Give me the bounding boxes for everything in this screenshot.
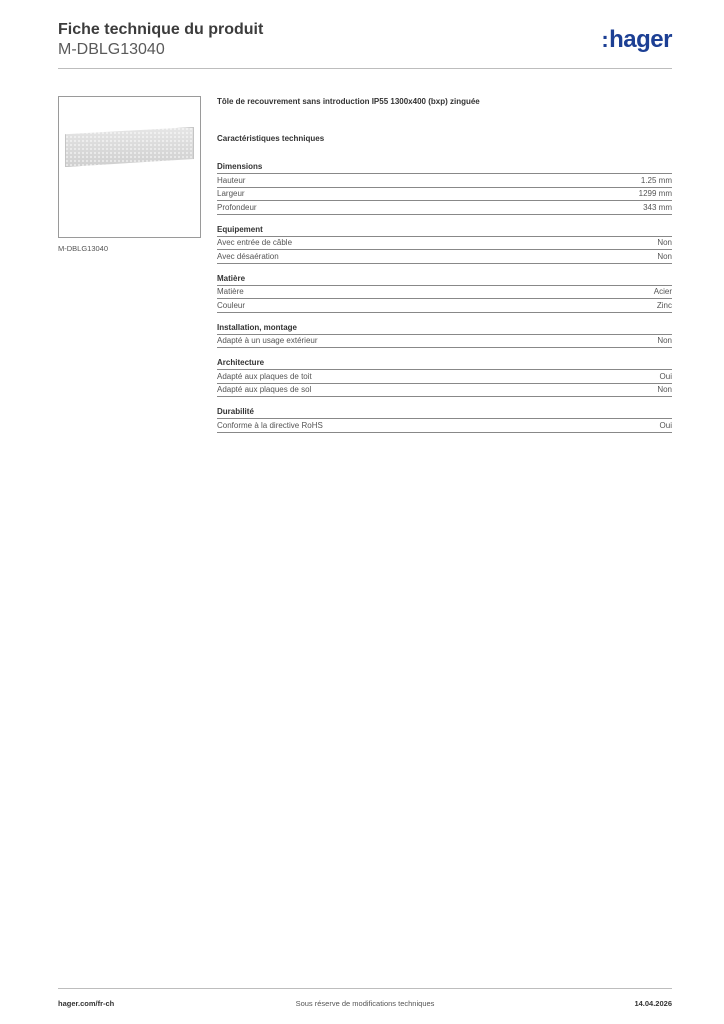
product-description: Tôle de recouvrement sans introduction IP55 1300x400 (bxp) zinguée: [217, 97, 480, 106]
product-image-frame: [58, 96, 201, 238]
spec-value: 343 mm: [643, 202, 672, 212]
spec-row: [217, 201, 672, 215]
spec-section: [217, 406, 672, 433]
spec-value: Non: [657, 336, 672, 346]
spec-section-title: Durabilité: [217, 406, 672, 419]
spec-value: Non: [657, 251, 672, 261]
spec-row: [217, 174, 672, 188]
header-divider: [58, 68, 672, 69]
spec-section: [217, 273, 672, 313]
spec-label: Largeur: [217, 189, 245, 199]
spec-label: Adapté aux plaques de toit: [217, 371, 312, 381]
spec-value: 1299 mm: [638, 189, 672, 199]
spec-section: [217, 161, 672, 215]
logo-prefix: :: [601, 27, 609, 52]
spec-row: [217, 286, 672, 300]
spec-value: Acier: [653, 287, 672, 297]
spec-row: [217, 370, 672, 384]
spec-label: Hauteur: [217, 175, 246, 185]
footer-notice: Sous réserve de modifications techniques: [295, 999, 435, 1008]
spec-section-title: Dimensions: [217, 161, 672, 174]
spec-section: [217, 322, 672, 349]
spec-label: Avec désaération: [217, 251, 279, 261]
spec-section: [217, 357, 672, 397]
spec-row: [217, 335, 672, 349]
spec-value: Non: [657, 238, 672, 248]
spec-section-title: Matière: [217, 273, 672, 286]
spec-value: Non: [657, 385, 672, 395]
footer-date: 14.04.2026: [634, 999, 672, 1008]
logo-text: hager: [609, 26, 672, 53]
spec-label: Avec entrée de câble: [217, 238, 293, 248]
footer-website-link[interactable]: hager.com/fr-ch: [58, 999, 115, 1008]
spec-label: Matière: [217, 287, 244, 297]
spec-label: Adapté à un usage extérieur: [217, 336, 318, 346]
spec-label: Profondeur: [217, 202, 257, 212]
spec-section-title: Installation, montage: [217, 322, 672, 335]
spec-label: Adapté aux plaques de sol: [217, 385, 312, 395]
spec-label: Couleur: [217, 300, 246, 310]
spec-section-title: Architecture: [217, 357, 672, 370]
spec-row: [217, 384, 672, 398]
spec-row: [217, 419, 672, 433]
spec-value: Oui: [659, 420, 672, 430]
spec-value: Zinc: [656, 300, 672, 310]
spec-row: [217, 188, 672, 202]
spec-row: [217, 299, 672, 313]
spec-value: Oui: [659, 371, 672, 381]
product-image-caption: M-DBLG13040: [58, 244, 109, 253]
spec-label: Conforme à la directive RoHS: [217, 420, 323, 430]
spec-row: [217, 237, 672, 251]
product-details: [217, 96, 672, 442]
product-code: M-DBLG13040: [58, 41, 165, 58]
page-title: Fiche technique du produit: [58, 21, 264, 38]
spec-section: [217, 224, 672, 264]
hager-logo: [601, 26, 672, 54]
spec-section-title: Equipement: [217, 224, 672, 237]
characteristics-title: Caractéristiques techniques: [217, 134, 325, 143]
characteristics-sections: [217, 161, 672, 433]
spec-row: [217, 250, 672, 264]
product-image: [65, 127, 194, 167]
spec-value: 1.25 mm: [640, 175, 672, 185]
footer-divider: [58, 988, 672, 989]
document-header: [58, 20, 672, 60]
